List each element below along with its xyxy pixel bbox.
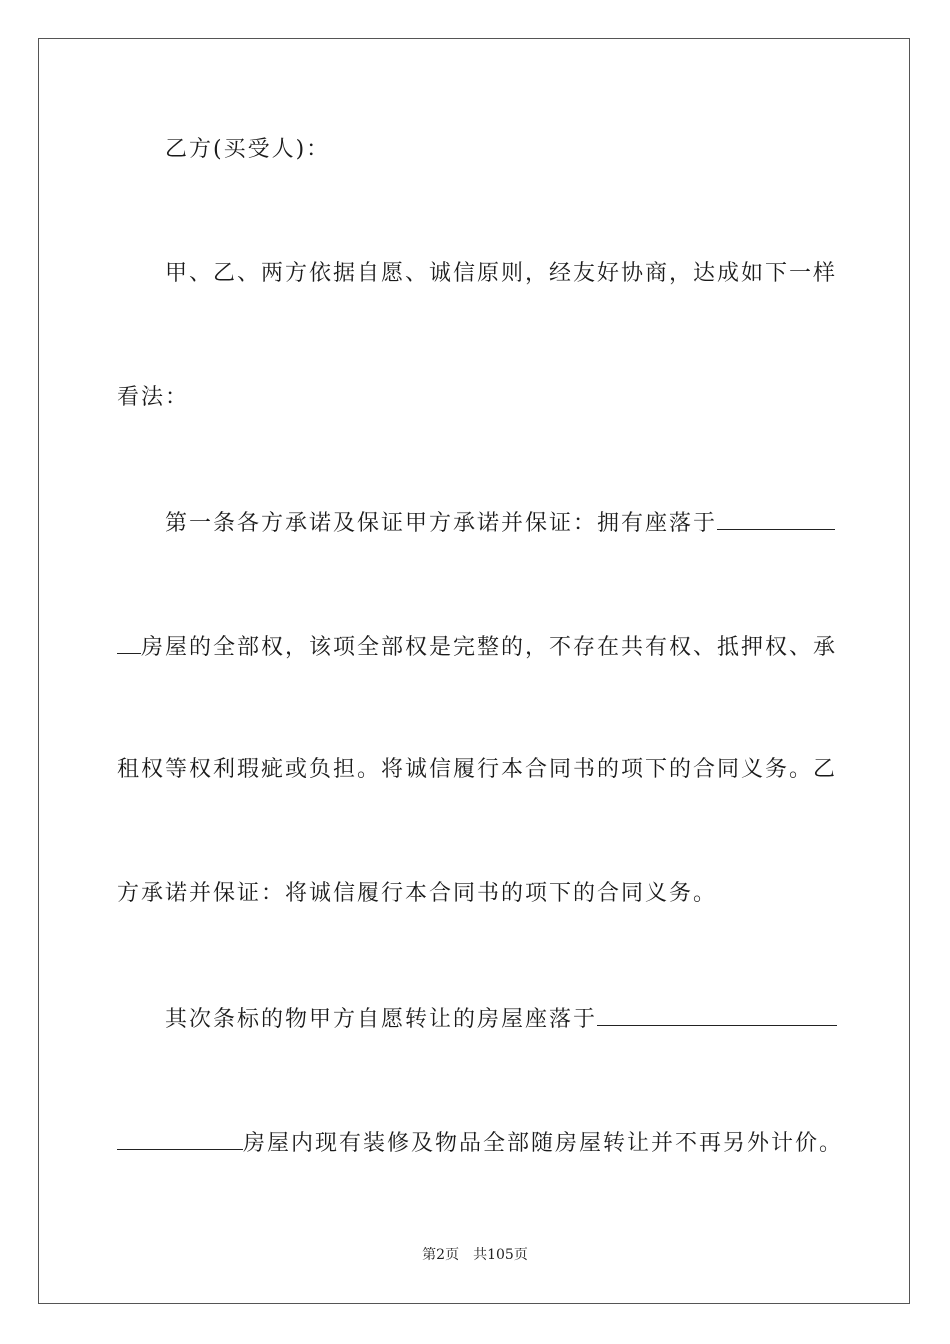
page-number: 第2页 xyxy=(422,1247,460,1263)
location-blank-1-tail xyxy=(117,631,141,654)
page-footer xyxy=(0,1246,950,1264)
article-1-text: 第一条各方承诺及保证甲方承诺并保证：拥有座落于 xyxy=(165,511,718,536)
article-2-cont-line xyxy=(117,1127,844,1159)
preamble-end-line xyxy=(117,383,837,413)
article-1-cont-line xyxy=(117,631,837,663)
preamble-text: 甲、乙、两方依据自愿、诚信原则，经友好协商，达成如下一样 xyxy=(165,261,838,286)
article-1-cont-text: 房屋的全部权，该项全部权是完整的，不存在共有权、抵押权、承 xyxy=(141,635,838,660)
article-1-rights-text: 租权等权利瑕疵或负担。将诚信履行本合同书的项下的合同义务。乙 xyxy=(117,757,838,782)
article-2-line xyxy=(165,1003,837,1035)
location-blank-2 xyxy=(597,1003,837,1026)
preamble-line xyxy=(165,259,837,289)
location-blank-1 xyxy=(717,507,835,530)
page-frame xyxy=(38,38,910,1304)
article-1-line xyxy=(165,507,837,539)
party-b-line xyxy=(165,135,837,165)
location-blank-2-tail xyxy=(117,1127,243,1150)
party-b-promise-line xyxy=(117,879,837,909)
party-b-promise-text: 方承诺并保证：将诚信履行本合同书的项下的合同义务。 xyxy=(117,881,718,906)
article-1-rights-line xyxy=(117,755,837,785)
page-total: 共105页 xyxy=(473,1247,528,1263)
preamble-end-text: 看法： xyxy=(117,385,190,410)
article-2-text: 其次条标的物甲方自愿转让的房屋座落于 xyxy=(165,1007,598,1032)
party-b-text: 乙方(买受人)： xyxy=(165,137,331,162)
article-2-cont-text: 房屋内现有装修及物品全部随房屋转让并不再另外计价。 xyxy=(243,1131,844,1156)
